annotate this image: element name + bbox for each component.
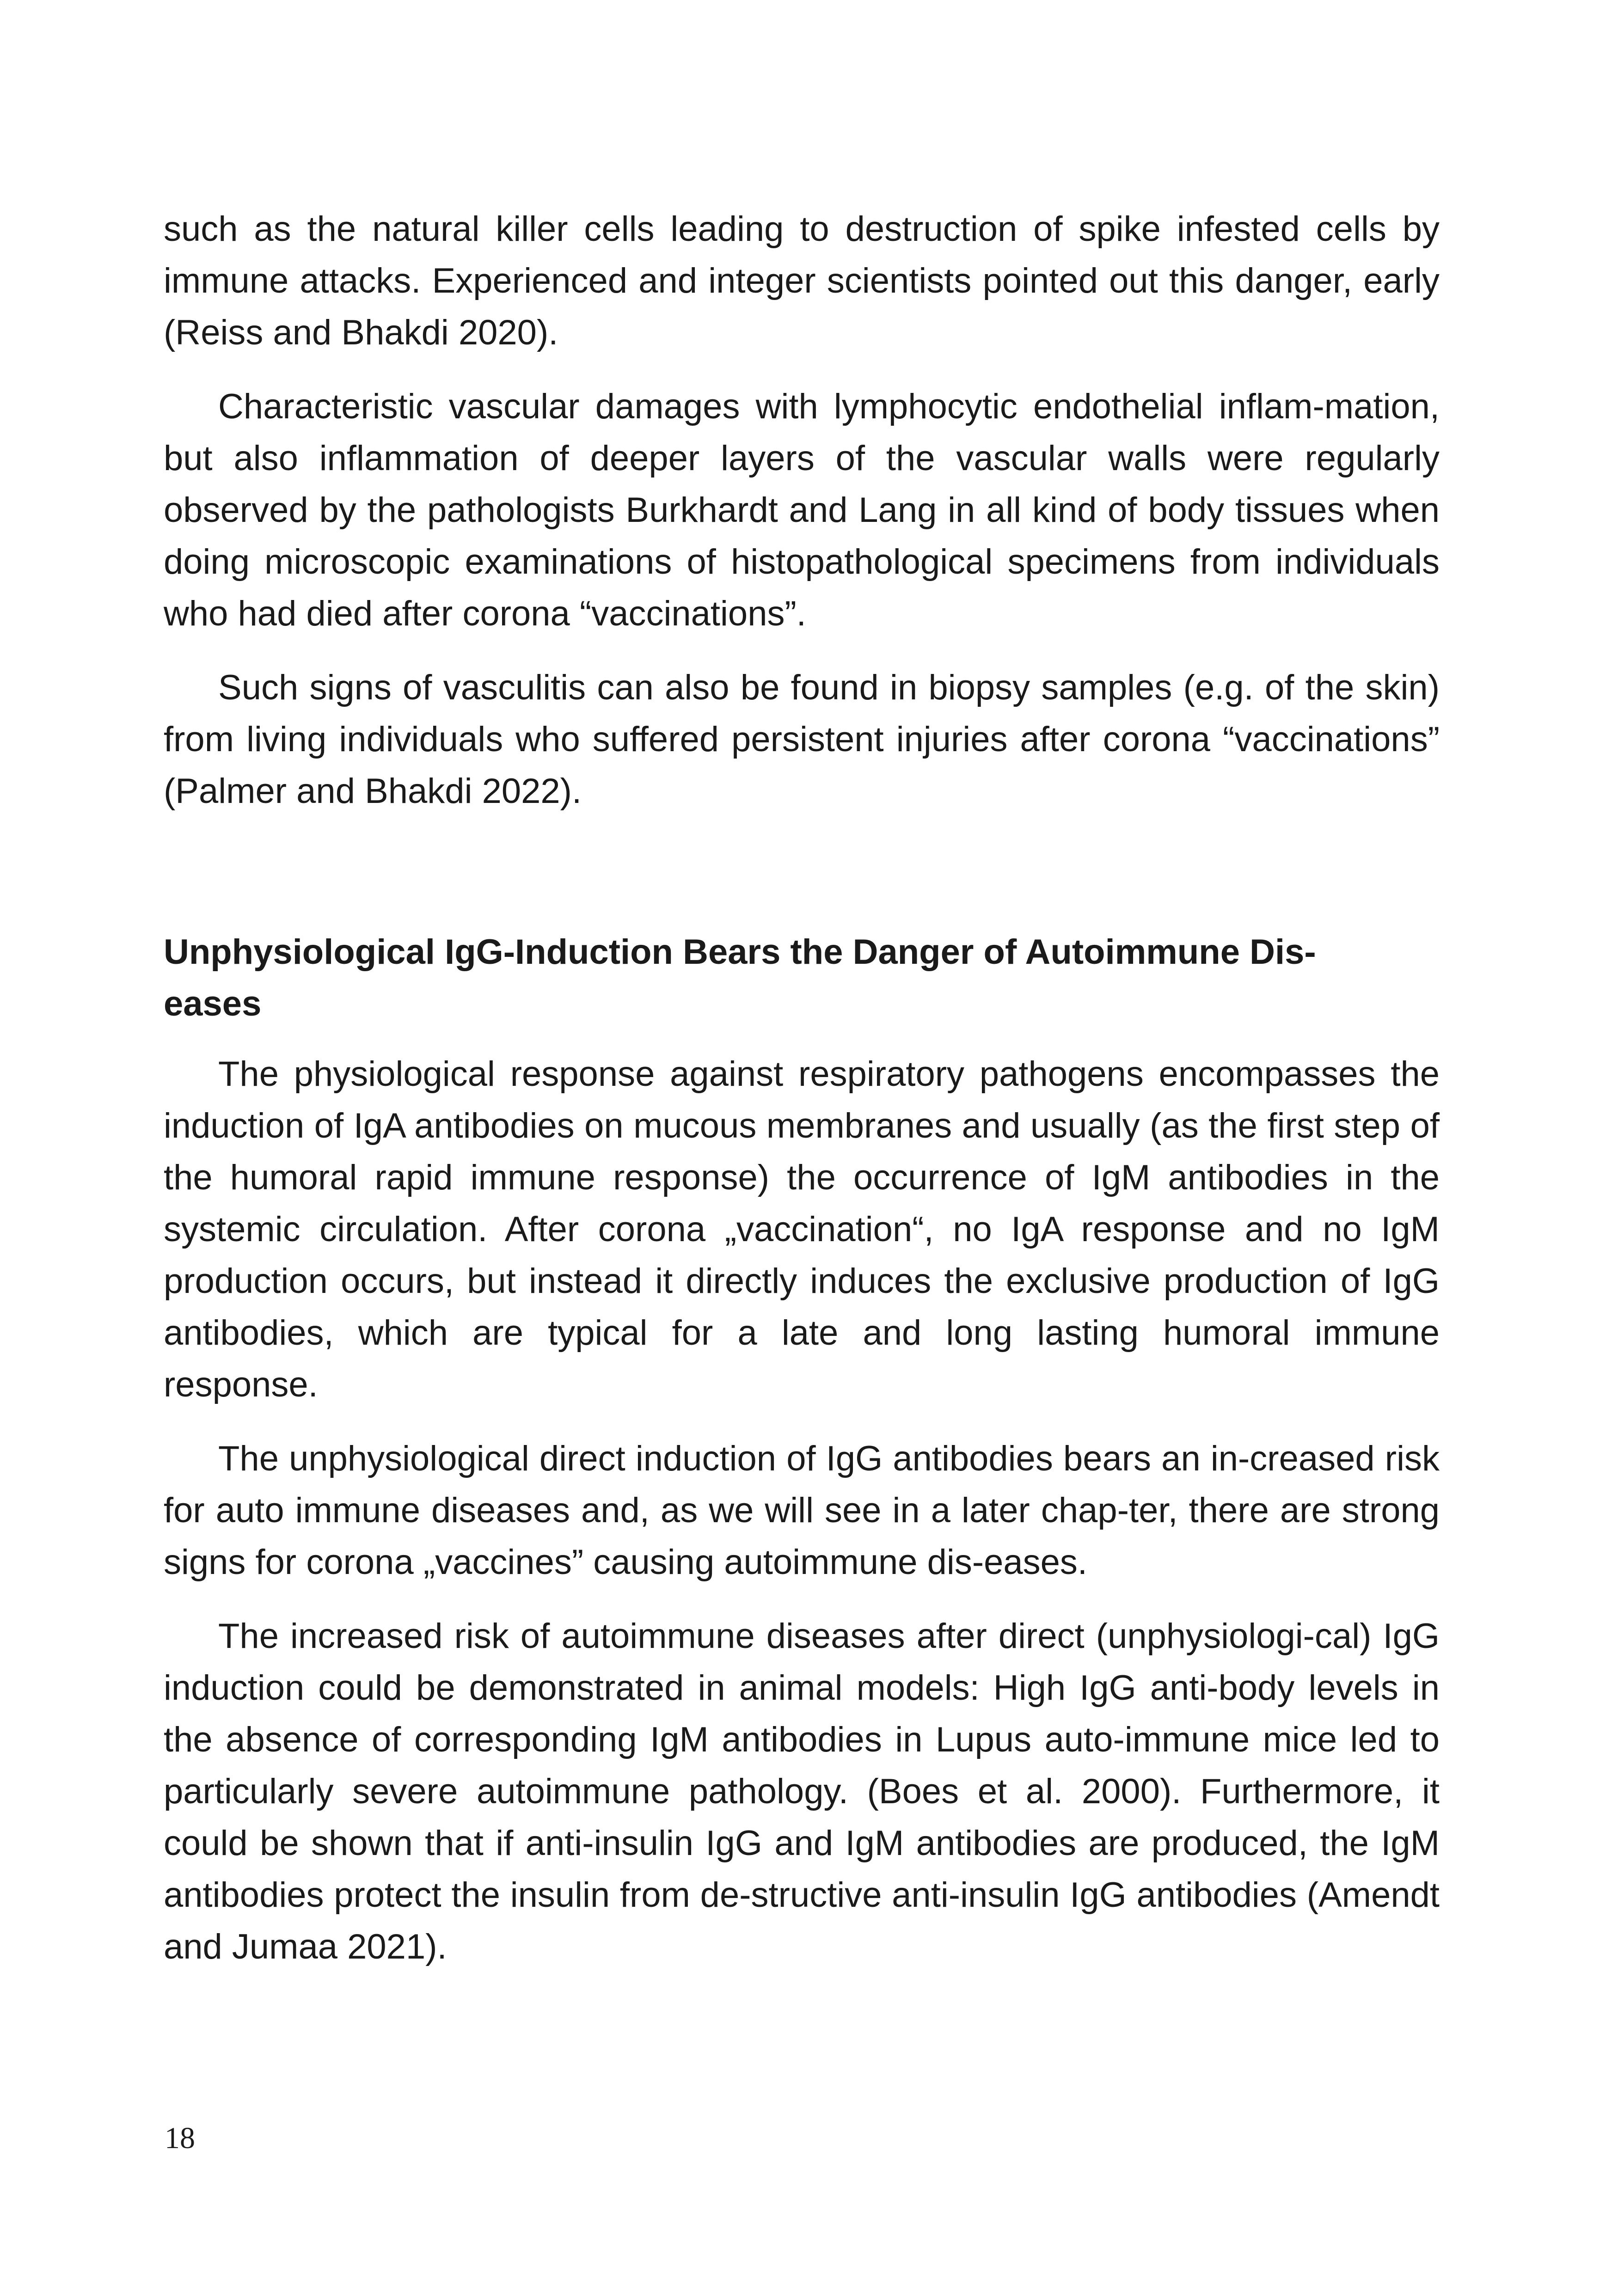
paragraph-vasculitis-signs: Such signs of vasculitis can also be found in biopsy samples (e.g. of the skin) from living individuals who suffered persistent injuries after corona “vaccinations” (Palmer and Bhakdi 2022). — [164, 668, 1440, 811]
body-text — [164, 203, 1440, 1995]
paragraph-physiological-response: The physiological response against respiratory pathogens encompasses the induction of IgA antibodies on mucous membranes and usually (as the first step of the humoral rapid immune response) the occurrence of IgM antibodies in the systemic circulation. After corona „vaccination“, no IgA response and no IgM production occurs, but instead it directly induces the exclusive production of IgG antibodies, which are typical for a late and long lasting humoral immune response. — [164, 1054, 1440, 1404]
section-heading: Unphysiological IgG-Induction Bears the Danger of Autoimmune Dis- eases — [164, 932, 1316, 1023]
paragraph-animal-models: The increased risk of autoimmune diseases after direct (unphysiologi-cal) IgG induction could be demonstrated in animal models: High IgG anti-body levels in the absence of corresponding IgM antibodies in Lupus auto-immune mice led to particularly severe autoimmune pathology. (Boes et al. 2000). Furthermore, it could be shown that if anti-insulin IgG and IgM antibodies are produced, the IgM antibodies protect the insulin from de-structive anti-insulin IgG antibodies (Amendt and Jumaa 2021). — [164, 1616, 1440, 1966]
page-number: 18 — [165, 2121, 195, 2155]
paragraph-continued: such as the natural killer cells leading to destruction of spike infested cells by immune attacks. Experienced and integer scientists pointed out this danger, early (Reiss and Bhakdi 2020). — [164, 209, 1440, 352]
paragraph-igg-induction-risk: The unphysiological direct induction of IgG antibodies bears an in-creased risk for auto immune diseases and, as we will see in a later chap-ter, there are strong signs for corona „vaccines” causing autoimmune dis-eases. — [164, 1439, 1440, 1582]
paragraph-vascular-damages: Characteristic vascular damages with lymphocytic endothelial inflam-mation, but also inflammation of deeper layers of the vascular walls were regularly observed by the pathologists Burkhardt and Lang in all kind of body tissues when doing microscopic examinations of histopathological specimens from individuals who had died after corona “vaccinations”. — [164, 387, 1440, 633]
